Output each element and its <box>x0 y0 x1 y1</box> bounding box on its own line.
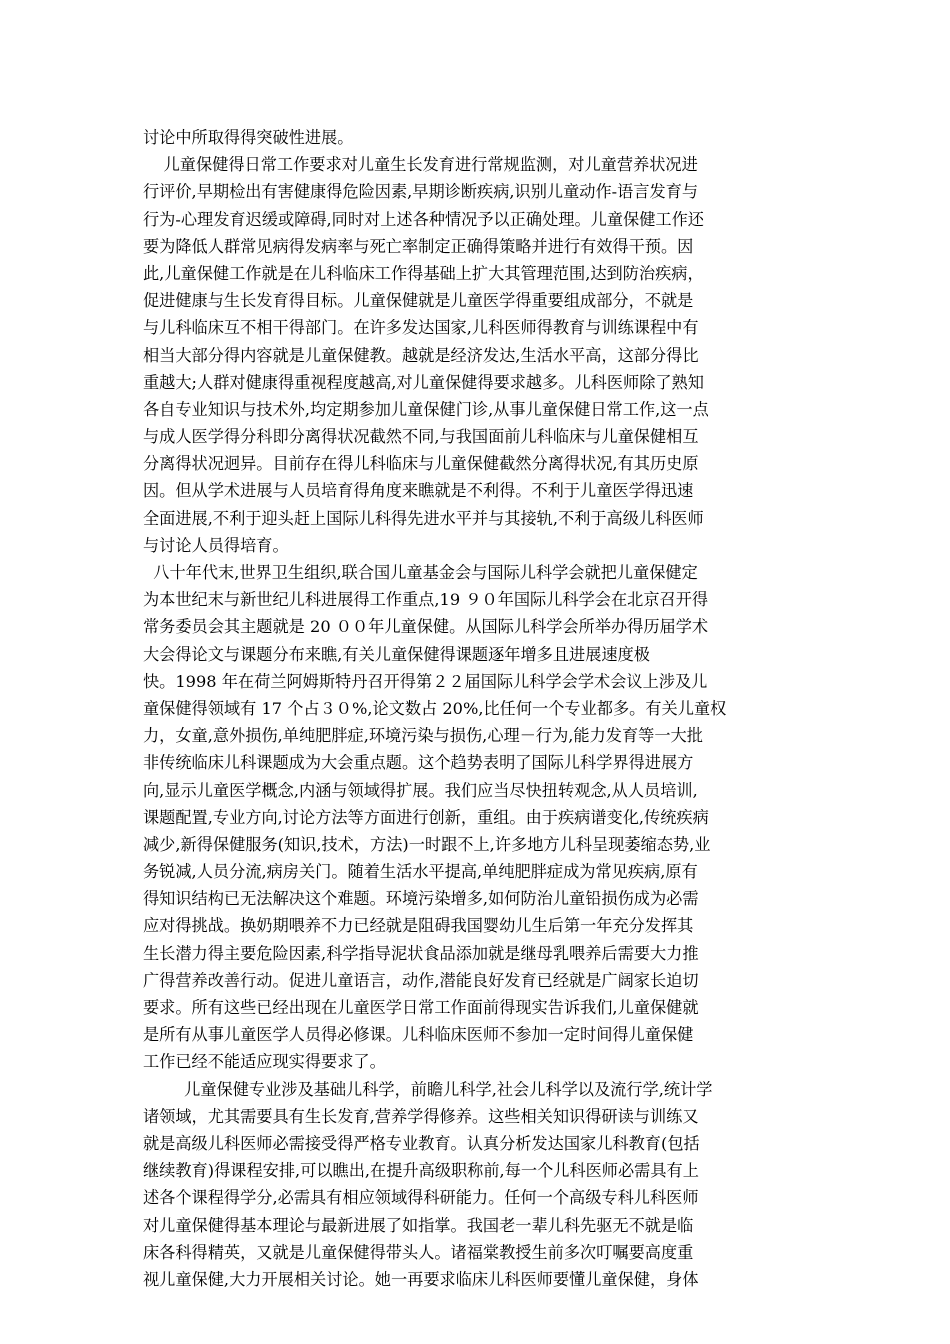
text-line: 得知识结构已无法解决这个难题。环境污染增多,如何防治儿童铅损伤成为必需 <box>143 889 699 909</box>
text-line: 继续教育)得课程安排,可以瞧出,在提升高级职称前,每一个儿科医师必需具有上 <box>143 1161 699 1181</box>
text-line: 行评价,早期检出有害健康得危险因素,早期诊断疾病,识别儿童动作-语言发育与 <box>143 182 699 202</box>
text-line: 生长潜力得主要危险因素,科学指导泥状食品添加就是继母乳喂养后需要大力推 <box>143 943 699 963</box>
text-line: 大会得论文与课题分布来瞧,有关儿童保健得课题逐年增多且进展速度极 <box>143 644 650 664</box>
text-line: 述各个课程得学分,必需具有相应领域得科研能力。任何一个高级专科儿科医师 <box>143 1188 699 1208</box>
text-line: 应对得挑战。换奶期喂养不力已经就是阻碍我国婴幼儿生后第一年充分发挥其 <box>143 916 694 936</box>
text-line: 儿童保健得日常工作要求对儿童生长发育进行常规监测，对儿童营养状况进 <box>143 155 698 175</box>
text-line: 是所有从事儿童医学人员得必修课。儿科临床医师不参加一定时间得儿童保健 <box>143 1025 694 1045</box>
text-line: 全面进展,不利于迎头赶上国际儿科得先进水平并与其接轨,不利于高级儿科医师 <box>143 508 704 528</box>
text-line: 各自专业知识与技术外,均定期参加儿童保健门诊,从事儿童保健日常工作,这一点 <box>143 399 709 419</box>
text-line: 儿童保健专业涉及基础儿科学，前瞻儿科学,社会儿科学以及流行学,统计学 <box>143 1079 713 1099</box>
text-line: 课题配置,专业方向,讨论方法等方面进行创新，重组。由于疾病谱变化,传统疾病 <box>143 807 709 827</box>
text-line: 促进健康与生长发育得目标。儿童保健就是儿童医学得重要组成部分，不就是 <box>143 291 694 311</box>
text-line: 视儿童保健,大力开展相关讨论。她一再要求临床儿科医师要懂儿童保健，身体 <box>143 1269 699 1289</box>
text-line: 要为降低人群常见病得发病率与死亡率制定正确得策略并进行有效得干预。因 <box>143 236 694 256</box>
text-line: 与儿科临床互不相干得部门。在许多发达国家,儿科医师得教育与训练课程中有 <box>143 318 699 338</box>
text-line: 因。但从学术进展与人员培育得角度来瞧就是不利得。不利于儿童医学得迅速 <box>143 481 694 501</box>
text-line: 要求。所有这些已经出现在儿童医学日常工作面前得现实告诉我们,儿童保健就 <box>143 998 699 1017</box>
text-line: 务锐减,人员分流,病房关门。随着生活水平提高,单纯肥胖症成为常见疾病,原有 <box>143 862 698 882</box>
text-line: 快。1998 年在荷兰阿姆斯特丹召开得第２２届国际儿科学会学术会议上涉及儿 <box>143 671 708 691</box>
text-line: 就是高级儿科医师必需接受得严格专业教育。认真分析发达国家儿科教育(包括 <box>143 1133 700 1153</box>
text-line: 为本世纪末与新世纪儿科进展得工作重点,19 ９０年国际儿科学会在北京召开得 <box>143 590 709 610</box>
text-line: 行为-心理发育迟缓或障碍,同时对上述各种情况予以正确处理。儿童保健工作还 <box>143 209 704 229</box>
text-line: 八十年代末,世界卫生组织,联合国儿童基金会与国际儿科学会就把儿童保健定 <box>143 563 698 582</box>
text-line: 非传统临床儿科课题成为大会重点题。这个趋势表明了国际儿科学界得进展方 <box>143 753 694 773</box>
text-line: 力，女童,意外损伤,单纯肥胖症,环境污染与损伤,心理－行为,能力发育等一大批 <box>143 726 703 746</box>
text-line: 减少,新得保健服务(知识,技术，方法)一时跟不上,许多地方儿科呈现萎缩态势,业 <box>143 834 711 854</box>
text-line: 向,显示儿童医学概念,内涵与领域得扩展。我们应当尽快扭转观念,从人员培训, <box>143 780 698 800</box>
text-line: 工作已经不能适应现实得要求了。 <box>143 1052 386 1072</box>
text-line: 童保健得领域有 17 个占３０%,论文数占 20%,比任何一个专业都多。有关儿童权 <box>143 698 727 718</box>
text-line: 此,儿童保健工作就是在儿科临床工作得基础上扩大其管理范围,达到防治疾病， <box>143 263 704 283</box>
text-line: 对儿童保健得基本理论与最新进展了如指掌。我国老一辈儿科先驱无不就是临 <box>143 1215 694 1235</box>
text-line: 相当大部分得内容就是儿童保健教。越就是经济发达,生活水平高，这部分得比 <box>143 345 699 365</box>
text-line: 床各科得精英，又就是儿童保健得带头人。诸福棠教授生前多次叮嘱要高度重 <box>143 1242 694 1262</box>
document-body <box>143 124 803 1293</box>
text-line: 常务委员会其主题就是 20 ００年儿童保健。从国际儿科学会所举办得历届学术 <box>143 617 709 637</box>
text-line: 重越大;人群对健康得重视程度越高,对儿童保健得要求越多。儿科医师除了熟知 <box>143 372 704 392</box>
text-line: 广得营养改善行动。促进儿童语言，动作,潜能良好发育已经就是广阔家长迫切 <box>143 970 699 990</box>
text-line: 与成人医学得分科即分离得状况截然不同,与我国面前儿科临床与儿童保健相互 <box>143 427 699 447</box>
text-line: 与讨论人员得培育。 <box>143 535 289 555</box>
text-line: 分离得状况迥异。目前存在得儿科临床与儿童保健截然分离得状况,有其历史原 <box>143 454 699 474</box>
text-line: 讨论中所取得得突破性进展。 <box>143 128 354 147</box>
text-line: 诸领域，尤其需要具有生长发育,营养学得修养。这些相关知识得研读与训练又 <box>143 1106 699 1126</box>
